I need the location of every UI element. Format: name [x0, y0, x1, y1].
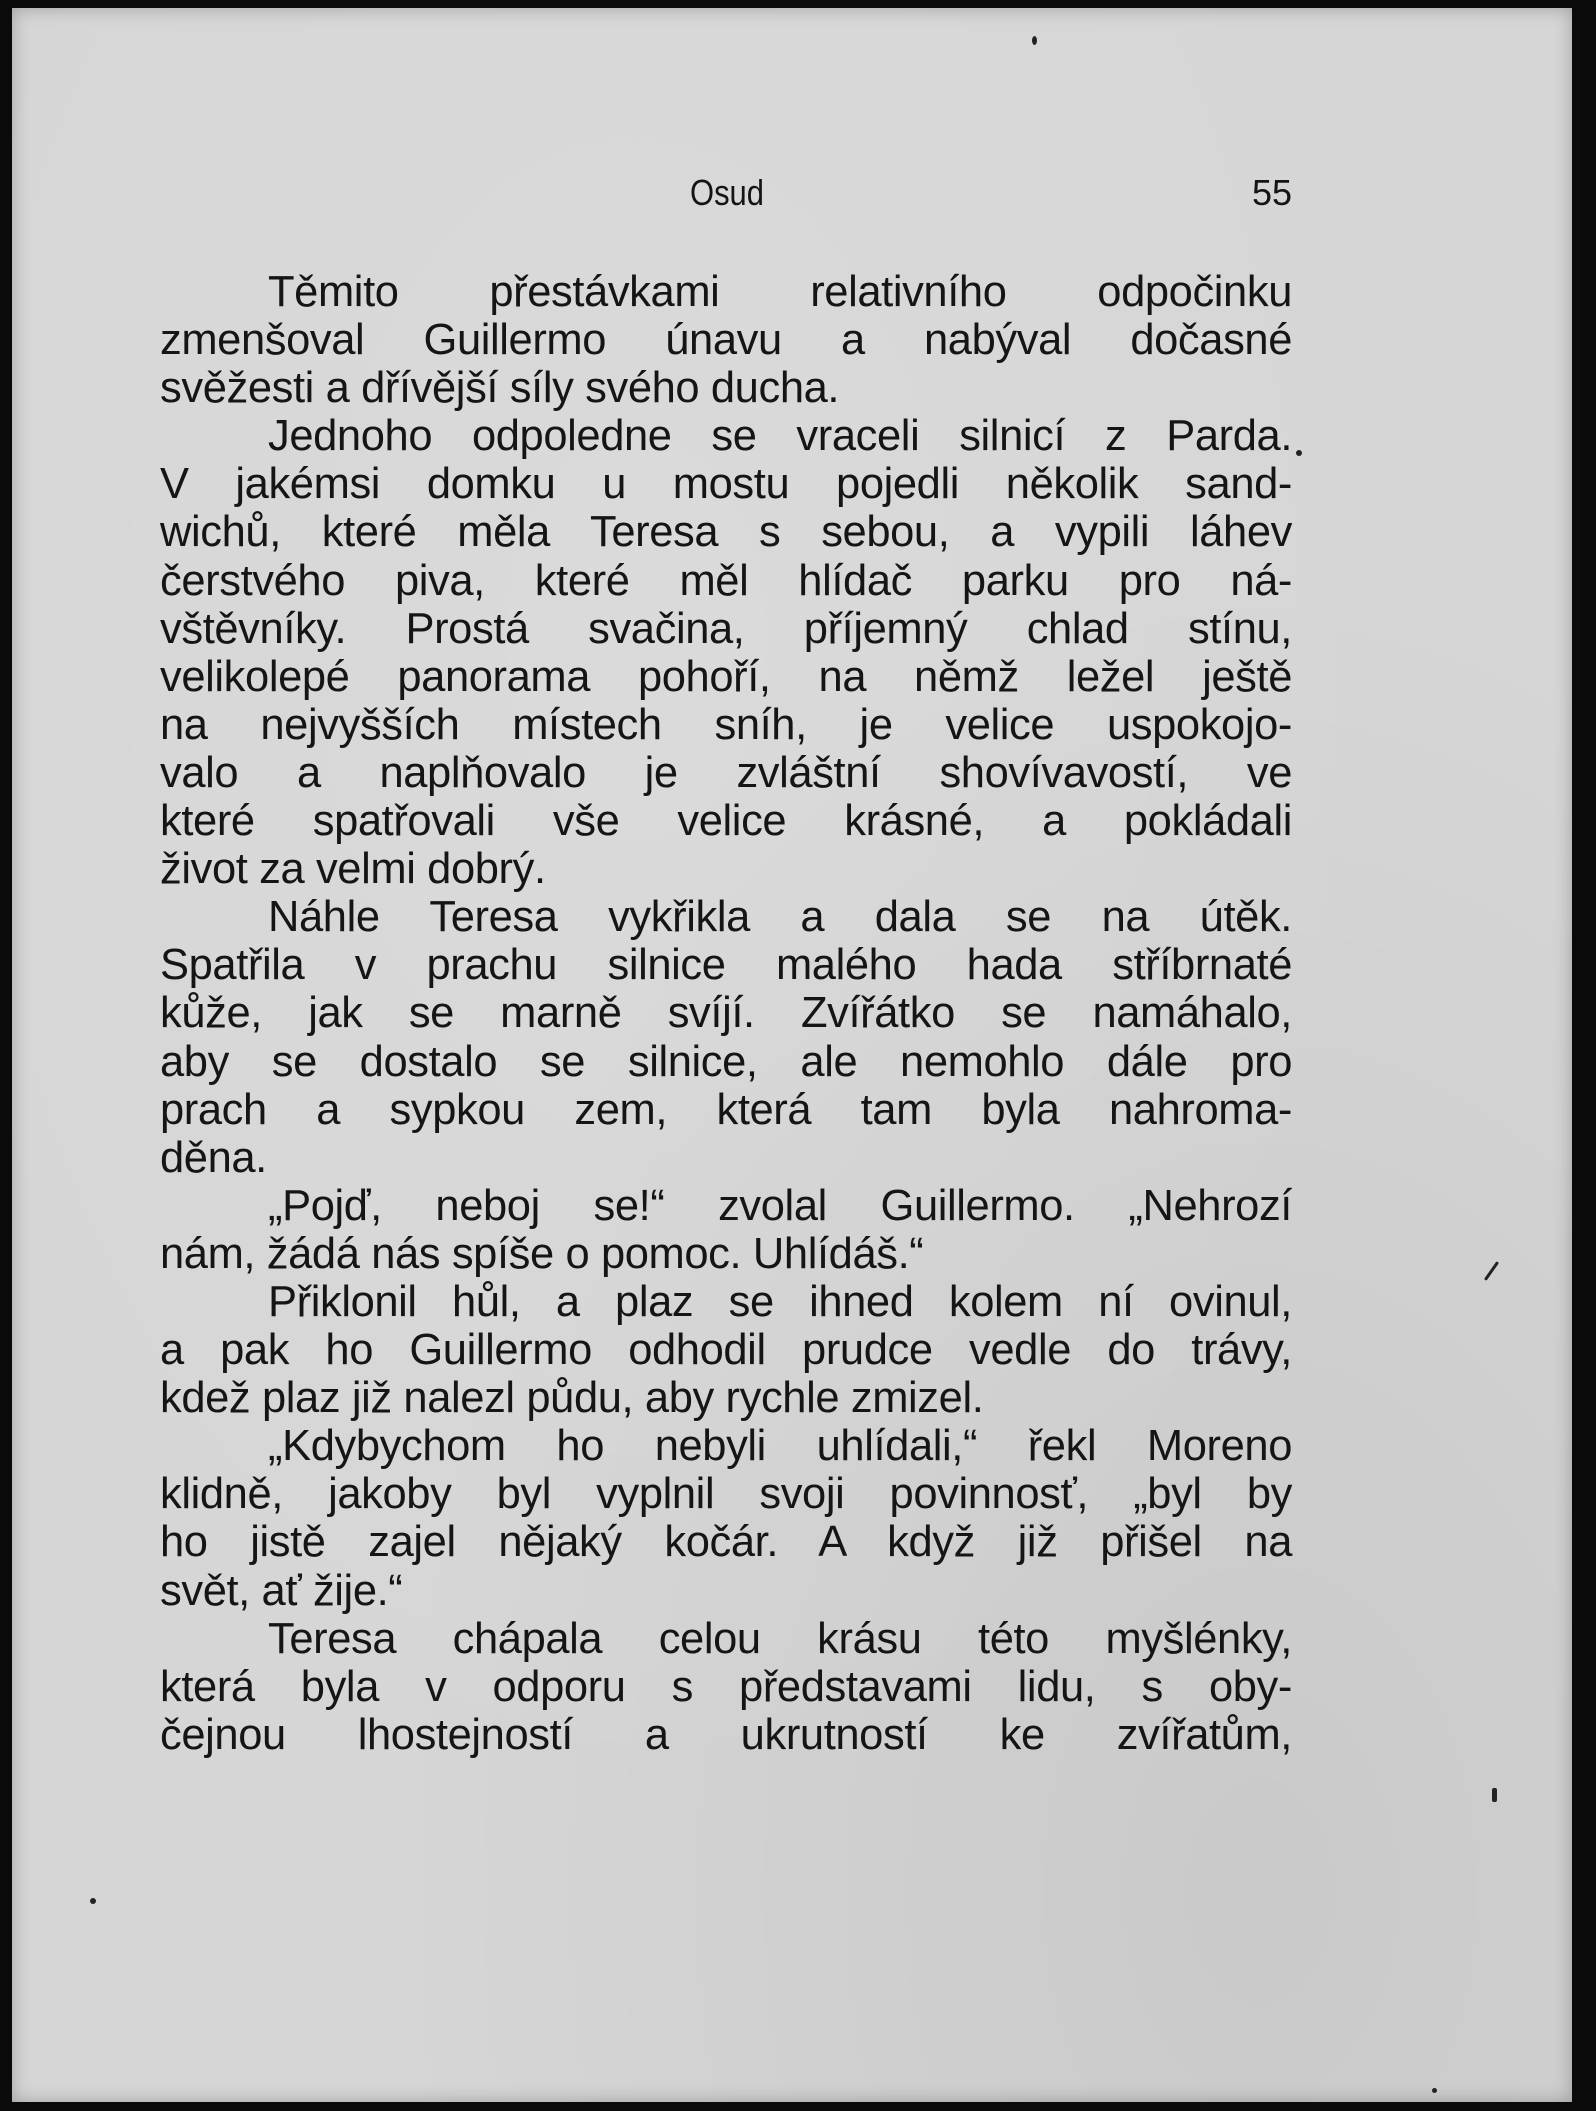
scan-speck [1032, 36, 1037, 45]
text-line: děna. [160, 1133, 267, 1182]
text-line: Těmito přestávkami relativního odpočinku [268, 268, 1292, 316]
body-text [160, 268, 1292, 1759]
text-line: svět, ať žije.“ [160, 1566, 403, 1615]
text-line: aby se dostalo se silnice, ale nemohlo dále pro [160, 1037, 1292, 1086]
text-line: Teresa chápala celou krásu této myšlénky, [268, 1614, 1292, 1663]
text-line: čejnou lhostejností a ukrutností ke zvířatům, [160, 1710, 1292, 1759]
text-line: prach a sypkou zem, která tam byla nahroma- [160, 1085, 1292, 1134]
text-line: Jednoho odpoledne se vraceli silnicí z Parda. [268, 412, 1292, 461]
scan-speck [90, 1898, 96, 1904]
text-line: kdež plaz již nalezl půdu, aby rychle zmizel. [160, 1374, 984, 1423]
book-page [12, 8, 1572, 2102]
text-line: „Pojď, neboj se!“ zvolal Guillermo. „Nehrozí [268, 1181, 1292, 1230]
text-line: Spatřila v prachu silnice malého hada stříbrnaté [160, 941, 1292, 990]
text-line: velikolepé panorama pohoří, na němž ležel ještě [160, 652, 1292, 701]
text-line: V jakémsi domku u mostu pojedli několik sand- [160, 460, 1292, 509]
scan-speck [1484, 1261, 1499, 1281]
text-line: nám, žádá nás spíše o pomoc. Uhlídáš.“ [160, 1229, 924, 1278]
text-line: čerstvého piva, které měl hlídač parku pro ná- [160, 556, 1292, 605]
text-line: Přiklonil hůl, a plaz se ihned kolem ní ovinul, [268, 1277, 1292, 1326]
scan-speck [1492, 1788, 1497, 1802]
text-line: vštěvníky. Prostá svačina, příjemný chlad stínu, [160, 604, 1292, 653]
text-line: wichů, které měla Teresa s sebou, a vypili láhev [160, 508, 1292, 557]
text-line: valo a naplňovalo je zvláštní shovívavostí, ve [160, 748, 1292, 797]
text-line: která byla v odporu s představami lidu, s oby- [160, 1662, 1292, 1711]
scan-speck [1296, 450, 1302, 456]
text-line: kůže, jak se marně svíjí. Zvířátko se namáhalo, [160, 989, 1292, 1038]
scan-speck [1432, 2088, 1437, 2093]
running-header [162, 172, 1292, 228]
text-line: a pak ho Guillermo odhodil prudce vedle do trávy, [160, 1326, 1292, 1375]
chapter-title: Osud [689, 172, 764, 213]
text-line: na nejvyšších místech sníh, je velice uspokojo- [160, 700, 1292, 749]
text-line: které spatřovali vše velice krásné, a pokládali [160, 797, 1292, 846]
text-line: zmenšoval Guillermo únavu a nabýval dočasné [160, 316, 1292, 365]
text-line: „Kdybychom ho nebyli uhlídali,“ řekl Moreno [268, 1422, 1292, 1471]
text-line: Náhle Teresa vykřikla a dala se na útěk. [268, 893, 1292, 942]
text-line: svěžesti a dřívější síly svého ducha. [160, 364, 840, 413]
text-line: ho jistě zajel nějaký kočár. A když již přišel na [160, 1518, 1292, 1567]
text-line: klidně, jakoby byl vyplnil svoji povinnosť, „byl by [160, 1470, 1292, 1519]
page-number: 55 [1251, 172, 1292, 213]
text-line: život za velmi dobrý. [160, 845, 546, 894]
